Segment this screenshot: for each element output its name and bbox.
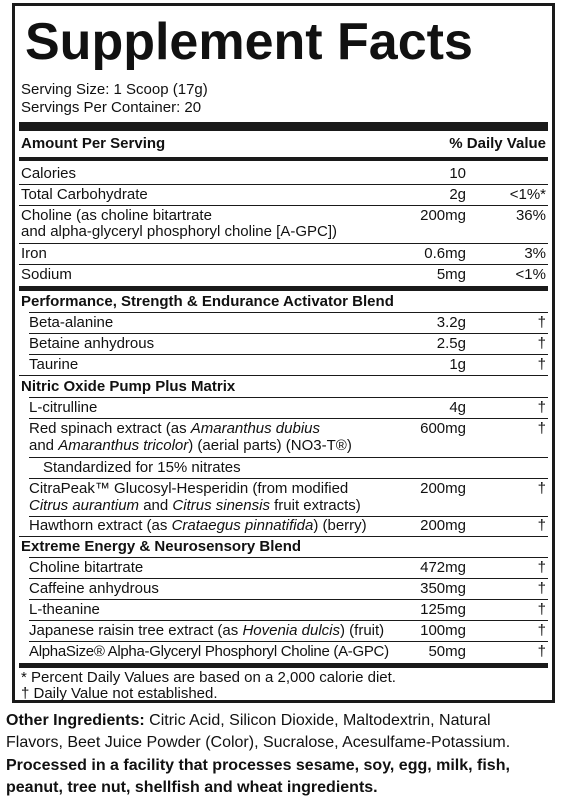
ingredient-label: Japanese raisin tree extract (as Hovenia dulcis) (fruit) [29,622,385,639]
nutrient-amount: 5mg [436,266,466,283]
ingredient-dv: † [537,335,546,352]
ingredient-amount: 200mg [420,517,466,534]
row-divider [19,184,548,185]
nutrient-dv: <1%* [509,186,546,203]
ingredient-dv: † [537,580,546,597]
other-ingredients-text: Citric Acid, Silicon Dioxide, Maltodextrin, Natural [144,712,491,729]
allergen-statement: Processed in a facility that processes sesame, soy, egg, milk, fish, [6,757,510,774]
section-divider [19,286,548,291]
row-divider [29,312,548,313]
ingredient-dv: † [537,517,546,534]
nutrient-amount: 2g [449,186,466,203]
row-divider [29,457,548,458]
nutrient-label: Sodium [21,266,72,283]
row-divider [19,536,548,537]
servings-per-container: Servings Per Container: 20 [21,99,202,116]
supplement-facts-panel [12,3,555,703]
row-divider [29,397,548,398]
ingredient-amount: 350mg [420,580,466,597]
ingredient-dv: † [537,643,546,660]
nutrient-label: Calories [21,165,77,182]
row-divider [29,620,548,621]
ingredient-amount: 50mg [428,643,466,660]
ingredient-amount: 3.2g [436,314,466,331]
ingredient-label: L-theanine [29,601,100,618]
dv-header: % Daily Value [449,135,546,152]
ingredient-dv: † [537,559,546,576]
panel-title: Supplement Facts [25,13,473,71]
ingredient-amount: 1g [449,356,466,373]
ingredient-label: Choline bitartrate [29,559,144,576]
blend-name: Extreme Energy & Neurosensory Blend [21,538,302,555]
ingredient-label: Taurine [29,356,79,373]
blend-name: Performance, Strength & Endurance Activator Blend [21,293,394,310]
other-ingredients-label: Other Ingredients: [6,712,145,729]
ingredient-dv: † [537,601,546,618]
nutrient-label: Choline (as choline bitartrate [21,207,212,224]
ingredient-amount: 4g [449,399,466,416]
nutrient-label-continued: and alpha-glyceryl phosphoryl choline [A-GPC]) [21,223,337,240]
ingredient-label: Red spinach extract (as Amaranthus dubius [29,420,320,437]
section-divider [19,663,548,668]
row-divider [19,243,548,244]
ingredient-label: Betaine anhydrous [29,335,155,352]
ingredient-amount: 125mg [420,601,466,618]
ingredient-dv: † [537,480,546,497]
nutrient-amount: 10 [449,165,466,182]
allergen-statement-continued: peanut, tree nut, shellfish and wheat ingredients. [6,779,378,796]
ingredient-label: Beta-alanine [29,314,114,331]
ingredient-label-continued: and Amaranthus tricolor) (aerial parts) (NO3-T®) [29,437,352,454]
ingredient-label: AlphaSize® Alpha-Glyceryl Phosphoryl Choline (A-GPC) [29,643,389,660]
row-divider [19,375,548,376]
ingredient-label: Hawthorn extract (as Crataegus pinnatifida) (berry) [29,517,367,534]
ingredient-amount: 200mg [420,480,466,497]
row-divider [19,205,548,206]
row-divider [29,578,548,579]
ingredient-row [21,480,546,516]
ingredient-label: CitraPeak™ Glucosyl-Hesperidin (from modified [29,480,349,497]
row-divider [29,557,548,558]
nutrient-amount: 0.6mg [424,245,466,262]
ingredient-amount: 2.5g [436,335,466,352]
nutrient-dv: 3% [524,245,546,262]
row-divider [29,478,548,479]
nutrient-label: Iron [21,245,47,262]
amount-header: Amount Per Serving [21,135,166,152]
thick-divider [19,122,548,131]
nutrient-label: Total Carbohydrate [21,186,148,203]
other-ingredients [6,710,561,731]
header-divider [19,157,548,161]
row-divider [29,333,548,334]
ingredient-amount: 100mg [420,622,466,639]
row-divider [29,418,548,419]
footnote-not-established: † Daily Value not established. [21,685,218,702]
nutrient-row [21,207,546,243]
ingredient-note: Standardized for 15% nitrates [43,459,241,476]
footnote-daily-values: * Percent Daily Values are based on a 2,000 calorie diet. [21,669,396,686]
ingredient-label: Caffeine anhydrous [29,580,159,597]
row-divider [19,264,548,265]
ingredient-dv: † [537,314,546,331]
row-divider [29,599,548,600]
other-ingredients-continued: Flavors, Beet Juice Powder (Color), Sucralose, Acesulfame-Potassium. [6,734,511,751]
nutrient-amount: 200mg [420,207,466,224]
nutrient-dv: <1% [515,266,546,283]
row-divider [29,641,548,642]
ingredient-dv: † [537,622,546,639]
ingredient-dv: † [537,420,546,437]
ingredient-amount: 600mg [420,420,466,437]
ingredient-label: L-citrulline [29,399,98,416]
ingredient-row [21,420,546,456]
ingredient-dv: † [537,399,546,416]
serving-size: Serving Size: 1 Scoop (17g) [21,81,208,98]
row-divider [29,354,548,355]
ingredient-amount: 472mg [420,559,466,576]
blend-name: Nitric Oxide Pump Plus Matrix [21,378,236,395]
ingredient-label-continued: Citrus aurantium and Citrus sinensis fruit extracts) [29,497,361,514]
ingredient-dv: † [537,356,546,373]
nutrient-dv: 36% [515,207,546,224]
